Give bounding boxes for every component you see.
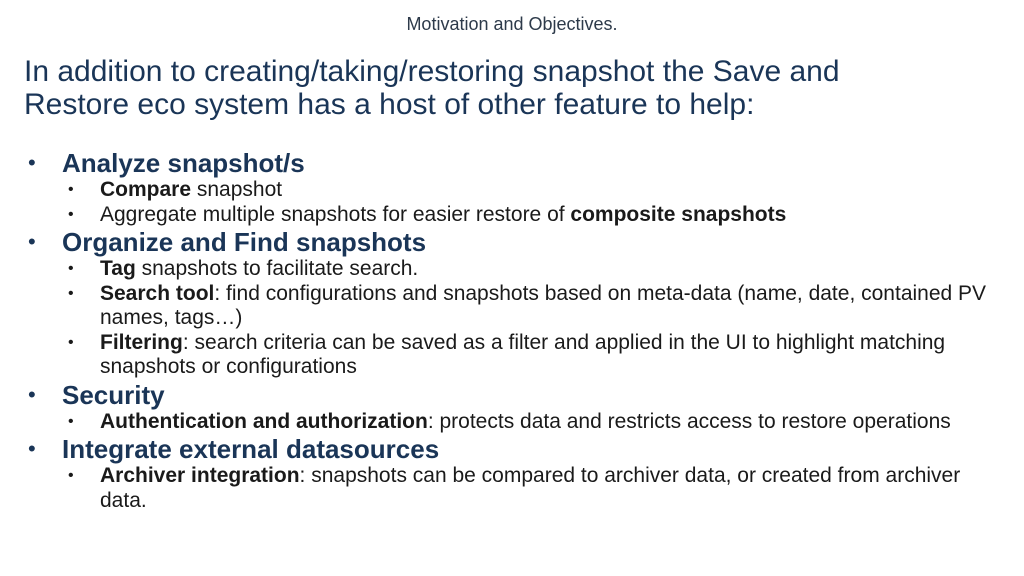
list-item [0,178,1024,203]
bullet-icon: • [68,205,74,223]
slide-title-line-2: Restore eco system has a host of other feature to help: [24,88,755,121]
list-item [0,203,1024,228]
item-text: snapshot [191,178,283,201]
bullet-icon: • [68,181,74,198]
list-item [0,464,1024,513]
item-text: Aggregate multiple snapshots for easier restore of [100,202,571,226]
bullet-icon: • [28,436,36,461]
item-text: : search criteria can be saved as a filter and applied in the UI to highlight matching snapshots or configurations [100,330,946,378]
section-heading: Security [62,379,165,410]
section-integrate [0,434,1024,464]
section-heading: Integrate external datasources [62,434,440,464]
bullet-icon: • [68,467,74,484]
list-item [0,282,1024,331]
feature-list [0,148,1024,513]
bullet-icon: • [28,381,36,407]
bullet-icon: • [68,412,74,430]
item-bold-label: Search tool [100,281,215,305]
item-bold-label: Compare [100,178,192,201]
item-bold-label: Authentication and authorization [100,409,428,433]
slide-title-line-1: In addition to creating/taking/restoring snapshot the Save and [24,55,840,88]
item-bold-label: Filtering [100,330,183,354]
bullet-icon: • [28,229,36,254]
bullet-icon: • [68,260,74,277]
section-organize [0,227,1024,257]
item-text: snapshots to facilitate search. [135,257,419,280]
bullet-icon: • [28,150,36,175]
item-bold-label: Tag [100,257,136,280]
list-item [0,257,1024,282]
section-security [0,380,1024,410]
item-bold-term: composite snapshots [570,202,787,226]
slide-header: Motivation and Objectives. [406,14,618,34]
item-bold-label: Archiver integration [100,464,300,487]
slide-title [24,55,1004,121]
bullet-icon: • [68,284,74,302]
item-text: : find configurations and snapshots based on meta-data (name, date, contained PV names, tags…) [100,281,987,329]
item-text: : snapshots can be compared to archiver data, or created from archiver data. [100,464,961,512]
bullet-icon: • [68,333,74,351]
section-analyze [0,148,1024,178]
section-heading: Analyze snapshot/s [62,148,305,178]
section-heading: Organize and Find snapshots [62,227,427,257]
list-item [0,410,1024,435]
item-text: : protects data and restricts access to restore operations [427,409,951,433]
list-item [0,331,1024,380]
